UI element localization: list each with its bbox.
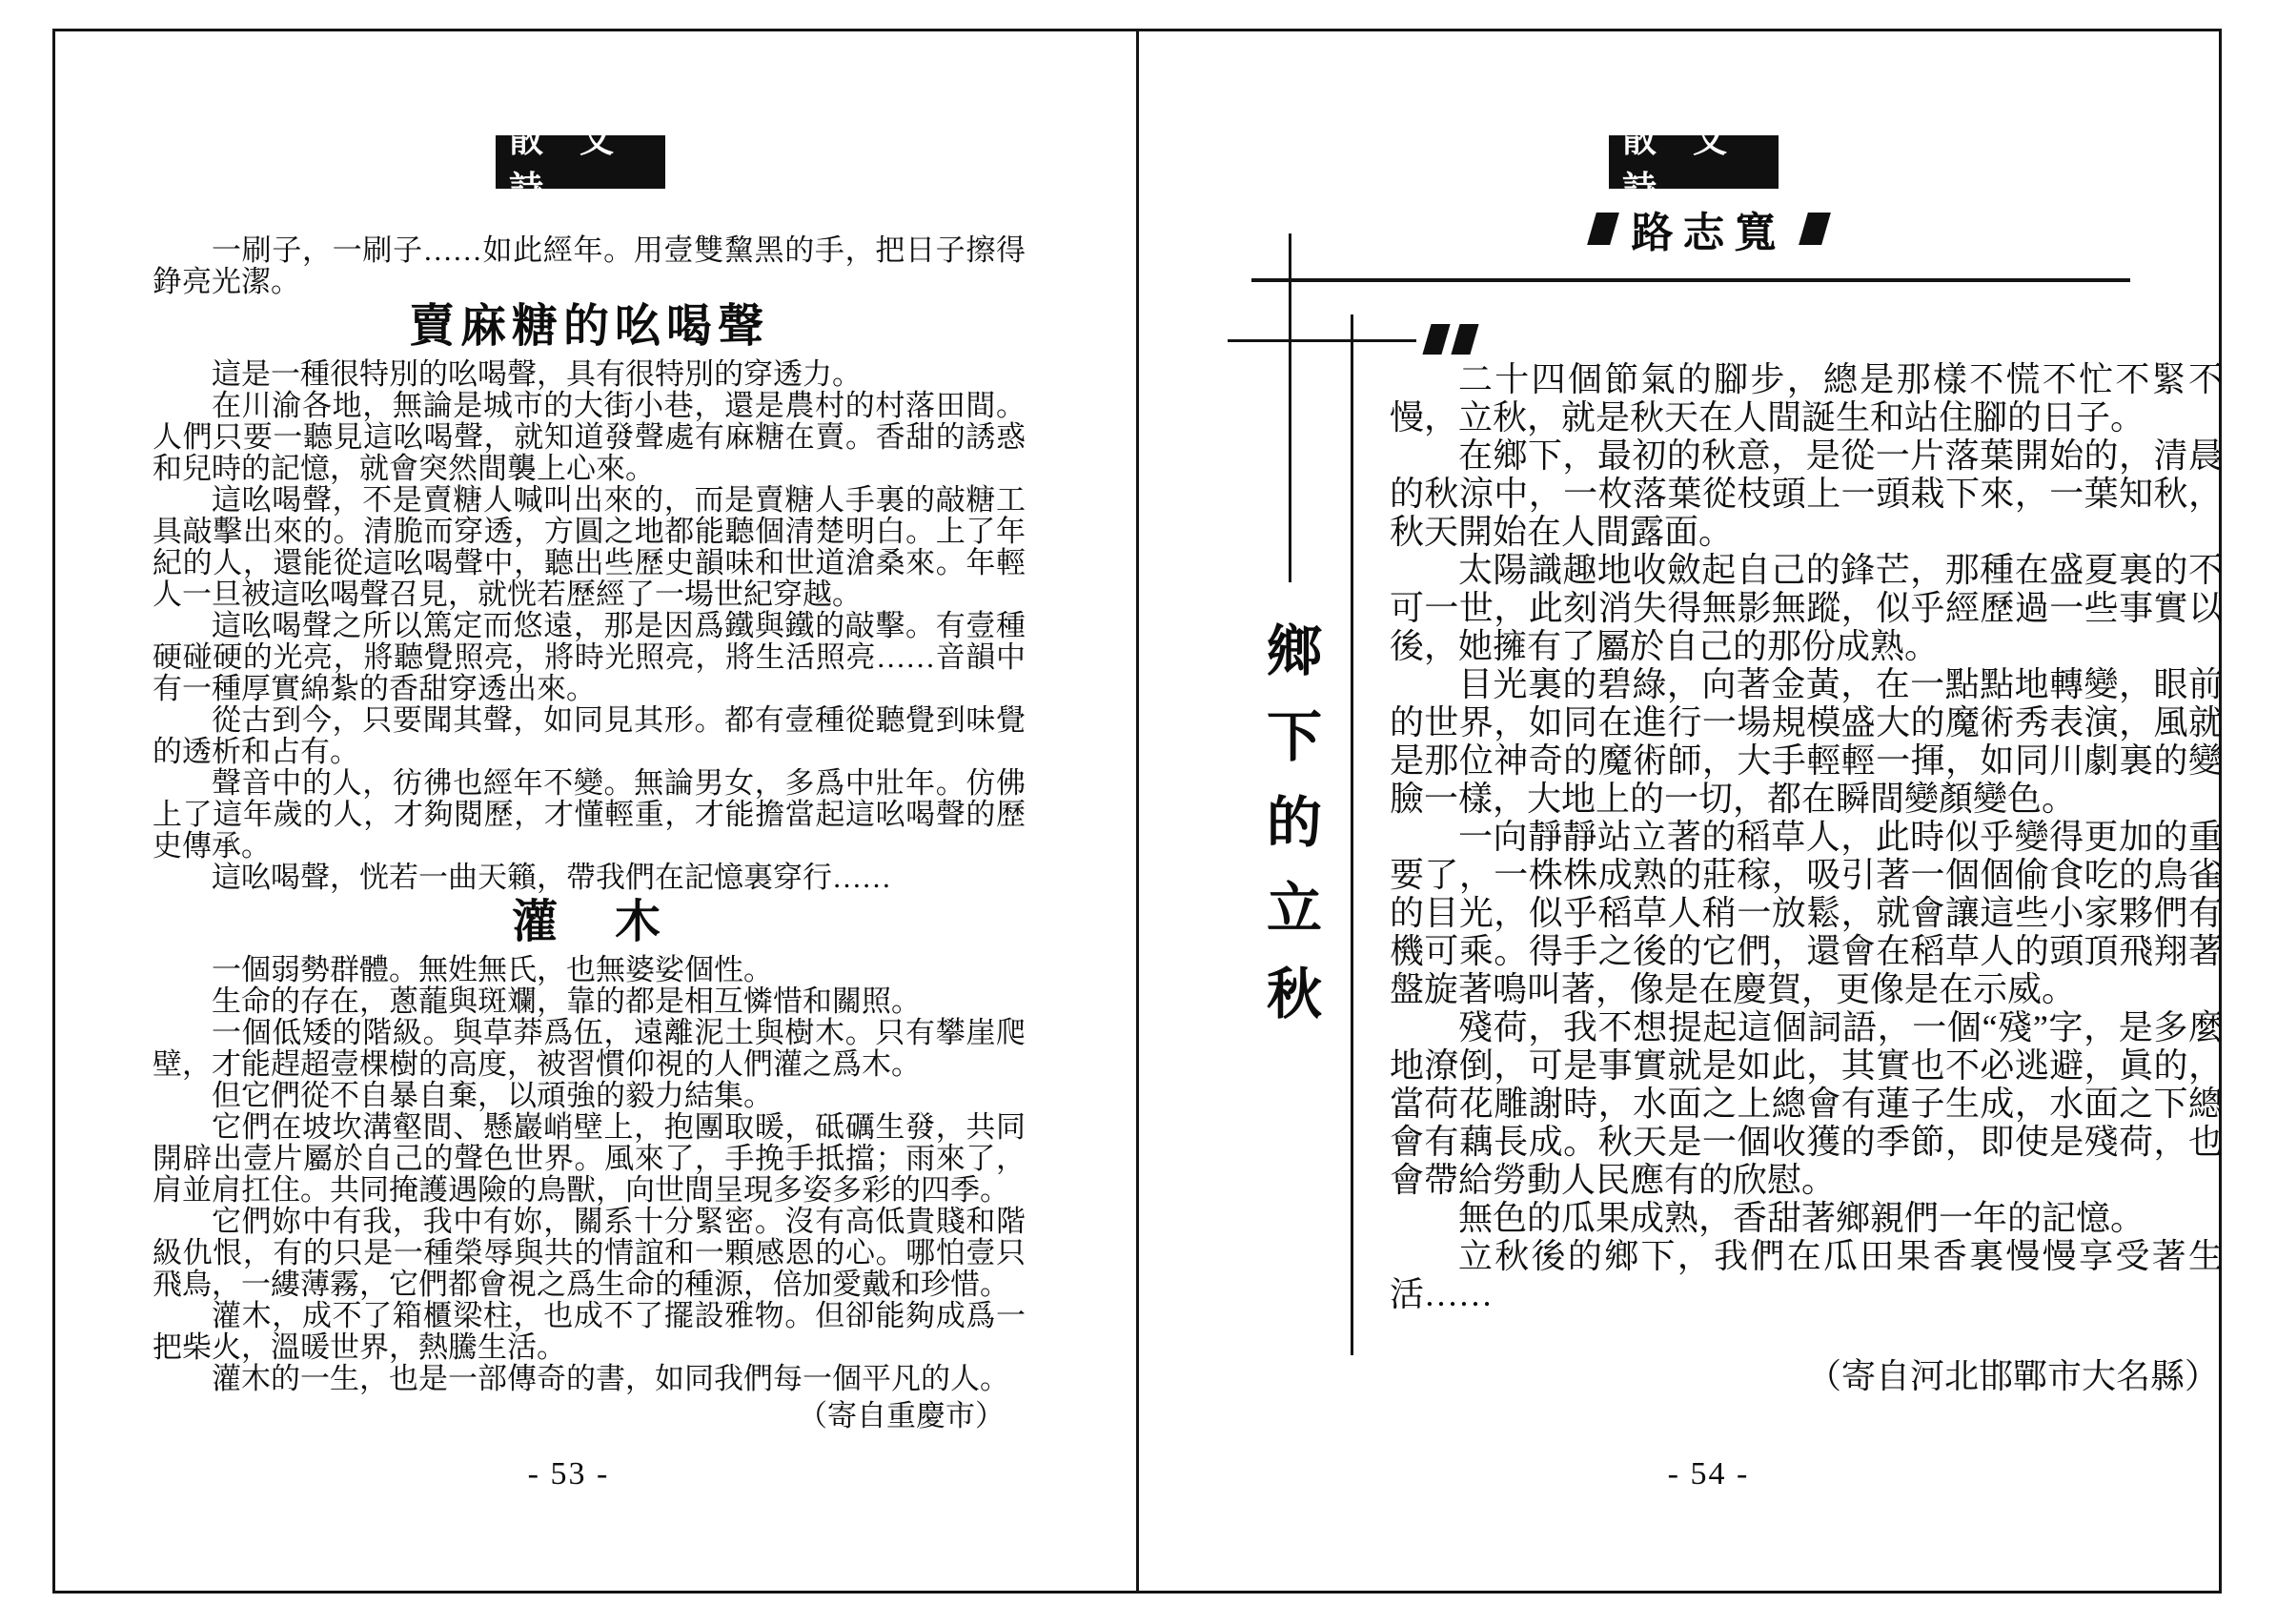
header-rule — [1251, 278, 2130, 282]
paragraph: 太陽識趣地收斂起自己的鋒芒，那種在盛夏裏的不可一世，此刻消失得無影無蹤，似乎經歷過一些事實以後，她擁有了屬於自己的那份成熟。 — [1390, 551, 2223, 665]
author-name: 路志寬 — [1631, 210, 1786, 256]
category-badge-left: 散 文 詩 — [496, 135, 665, 189]
paragraph: 灌木，成不了箱櫃梁柱，也成不了擺設雅物。但卻能夠成爲一把柴火，溫暖世界，熱騰生活。 — [152, 1299, 1026, 1364]
paragraph: 在鄉下，最初的秋意，是從一片落葉開始的，清晨的秋涼中，一枚落葉從枝頭上一頭栽下來，一葉知秋，秋天開始在人間露面。 — [1390, 436, 2223, 551]
paragraph: 生命的存在，蔥蘢與斑斕，靠的都是相互憐惜和關照。 — [212, 985, 921, 1018]
paragraph: 一個弱勢群體。無姓無氏，也無婆娑個性。 — [212, 953, 773, 986]
signature-left: （寄自重慶市） — [798, 1399, 1005, 1432]
paragraph: 這吆喝聲，不是賣糖人喊叫出來的，而是賣糖人手裏的敲糖工具敲擊出來的。清脆而穿透，方圓之地都能聽個清楚明白。上了年紀的人，還能從這吆喝聲中，聽出些歷史韻味和世道滄桑來。年輕人一旦被這吆喝聲召見，就恍若歷經了一場世紀穿越。 — [152, 483, 1026, 611]
paragraph: 這吆喝聲之所以篤定而悠遠，那是因爲鐵與鐵的敲擊。有壹種硬碰硬的光亮，將聽覺照亮，將時光照亮，將生活照亮……音韻中有一種厚實綿紮的香甜穿透出來。 — [152, 609, 1026, 705]
paragraph: 殘荷，我不想提起這個詞語，一個“殘”字，是多麼地潦倒，可是事實就是如此，其實也不必逃避，眞的，當荷花雕謝時，水面之上總會有蓮子生成，水面之下總會有藕長成。秋天是一個收獲的季節，即使是殘荷，也會帶給勞動人民應有的欣慰。 — [1390, 1008, 2223, 1199]
author-mark-icon — [1799, 213, 1831, 245]
quote-mark-block — [1422, 324, 1450, 355]
paragraph: 二十四個節氣的腳步，總是那樣不慌不忙不緊不慢，立秋，就是秋天在人間誕生和站住腳的日子。 — [1390, 360, 2223, 436]
paragraph: 一個低矮的階級。與草莽爲伍，遠離泥土與樹木。只有攀崖爬壁，才能趕超壹棵樹的高度，被習慣仰視的人們灌之爲木。 — [152, 1016, 1026, 1081]
paragraph: 灌木的一生，也是一部傳奇的書，如同我們每一個平凡的人。 — [212, 1362, 1009, 1395]
left-page-body — [152, 234, 1026, 1431]
category-badge-right: 散 文 詩 — [1609, 135, 1779, 189]
article-title-guanmu: 灌 木 — [511, 897, 666, 947]
right-page-body — [1390, 360, 2223, 1395]
paragraph: 目光裏的碧綠，向著金黃，在一點點地轉變，眼前的世界，如同在進行一場規模盛大的魔術秀表演，風就是那位神奇的魔術師，大手輕輕一揮，如同川劇裏的變臉一樣，大地上的一切，都在瞬間變顏變色。 — [1390, 665, 2223, 818]
paragraph: 它們在坡坎溝壑間、懸巖峭壁上，抱團取暖，砥礪生發，共同開辟出壹片屬於自己的聲色世界。風來了，手挽手抵擋；雨來了，肩並肩扛住。共同掩護遇險的鳥獸，向世間呈現多姿多彩的四季。 — [152, 1110, 1026, 1207]
page-divider — [1136, 29, 1139, 1594]
decorative-horizontal-line — [1228, 339, 1416, 342]
article-title-maitang: 賣麻糖的吆喝聲 — [408, 301, 769, 352]
paragraph: 但它們從不自暴自棄，以頑強的毅力結集。 — [212, 1079, 773, 1112]
paragraph: 它們妳中有我，我中有妳，關系十分緊密。沒有高低貴賤和階級仇恨，有的只是一種榮辱與共的情誼和一顆感恩的心。哪怕壹只飛鳥，一縷薄霧，它們都會視之爲生命的種源，倍加愛戴和珍惜。 — [152, 1205, 1026, 1301]
decorative-vertical-line — [1289, 233, 1291, 582]
vertical-article-title: 鄉下的立秋 — [1258, 621, 1320, 1050]
decorative-vertical-line — [1351, 315, 1353, 1355]
author-row — [1140, 200, 2277, 257]
page-number-53: - 53 - — [527, 1456, 610, 1492]
paragraph: 立秋後的鄉下，我們在瓜田果香裏慢慢享受著生活…… — [1390, 1237, 2223, 1313]
paragraph: 一向靜靜站立著的稻草人，此時似乎變得更加的重要了，一株株成熟的莊稼，吸引著一個個偷食吃的鳥雀的目光，似乎稻草人稍一放鬆，就會讓這些小家夥們有機可乘。得手之後的它們，還會在稻草人的頭頂飛翔著盤旋著鳴叫著，像是在慶賀，更像是在示威。 — [1390, 818, 2223, 1008]
quote-marks-icon — [1427, 324, 1474, 355]
paragraph: 無色的瓜果成熟，香甜著鄉親們一年的記憶。 — [1458, 1199, 2145, 1237]
page-number-54: - 54 - — [1667, 1456, 1750, 1492]
paragraph: 一刷子，一刷子……如此經年。用壹雙黧黑的手，把日子擦得錚亮光潔。 — [152, 233, 1026, 298]
author-mark-icon — [1587, 213, 1619, 245]
paragraph: 聲音中的人，彷彿也經年不變。無論男女，多爲中壯年。仿佛上了這年歲的人，才夠閱歷，才懂輕重，才能擔當起這吆喝聲的歷史傳承。 — [152, 766, 1026, 863]
paragraph: 在川渝各地，無論是城市的大街小巷，還是農村的村落田間。人們只要一聽見這吆喝聲，就知道發聲處有麻糖在賣。香甜的誘惑和兒時的記憶，就會突然間襲上心來。 — [152, 389, 1026, 485]
paragraph: 從古到今，只要聞其聲，如同見其形。都有壹種從聽覺到味覺的透析和占有。 — [152, 703, 1026, 768]
paragraph: 這吆喝聲，恍若一曲天籟，帶我們在記憶裏穿行…… — [212, 861, 891, 894]
signature-right: （寄自河北邯鄲市大名縣） — [1806, 1357, 2219, 1395]
paragraph: 這是一種很特別的吆喝聲，具有很特別的穿透力。 — [212, 357, 862, 391]
